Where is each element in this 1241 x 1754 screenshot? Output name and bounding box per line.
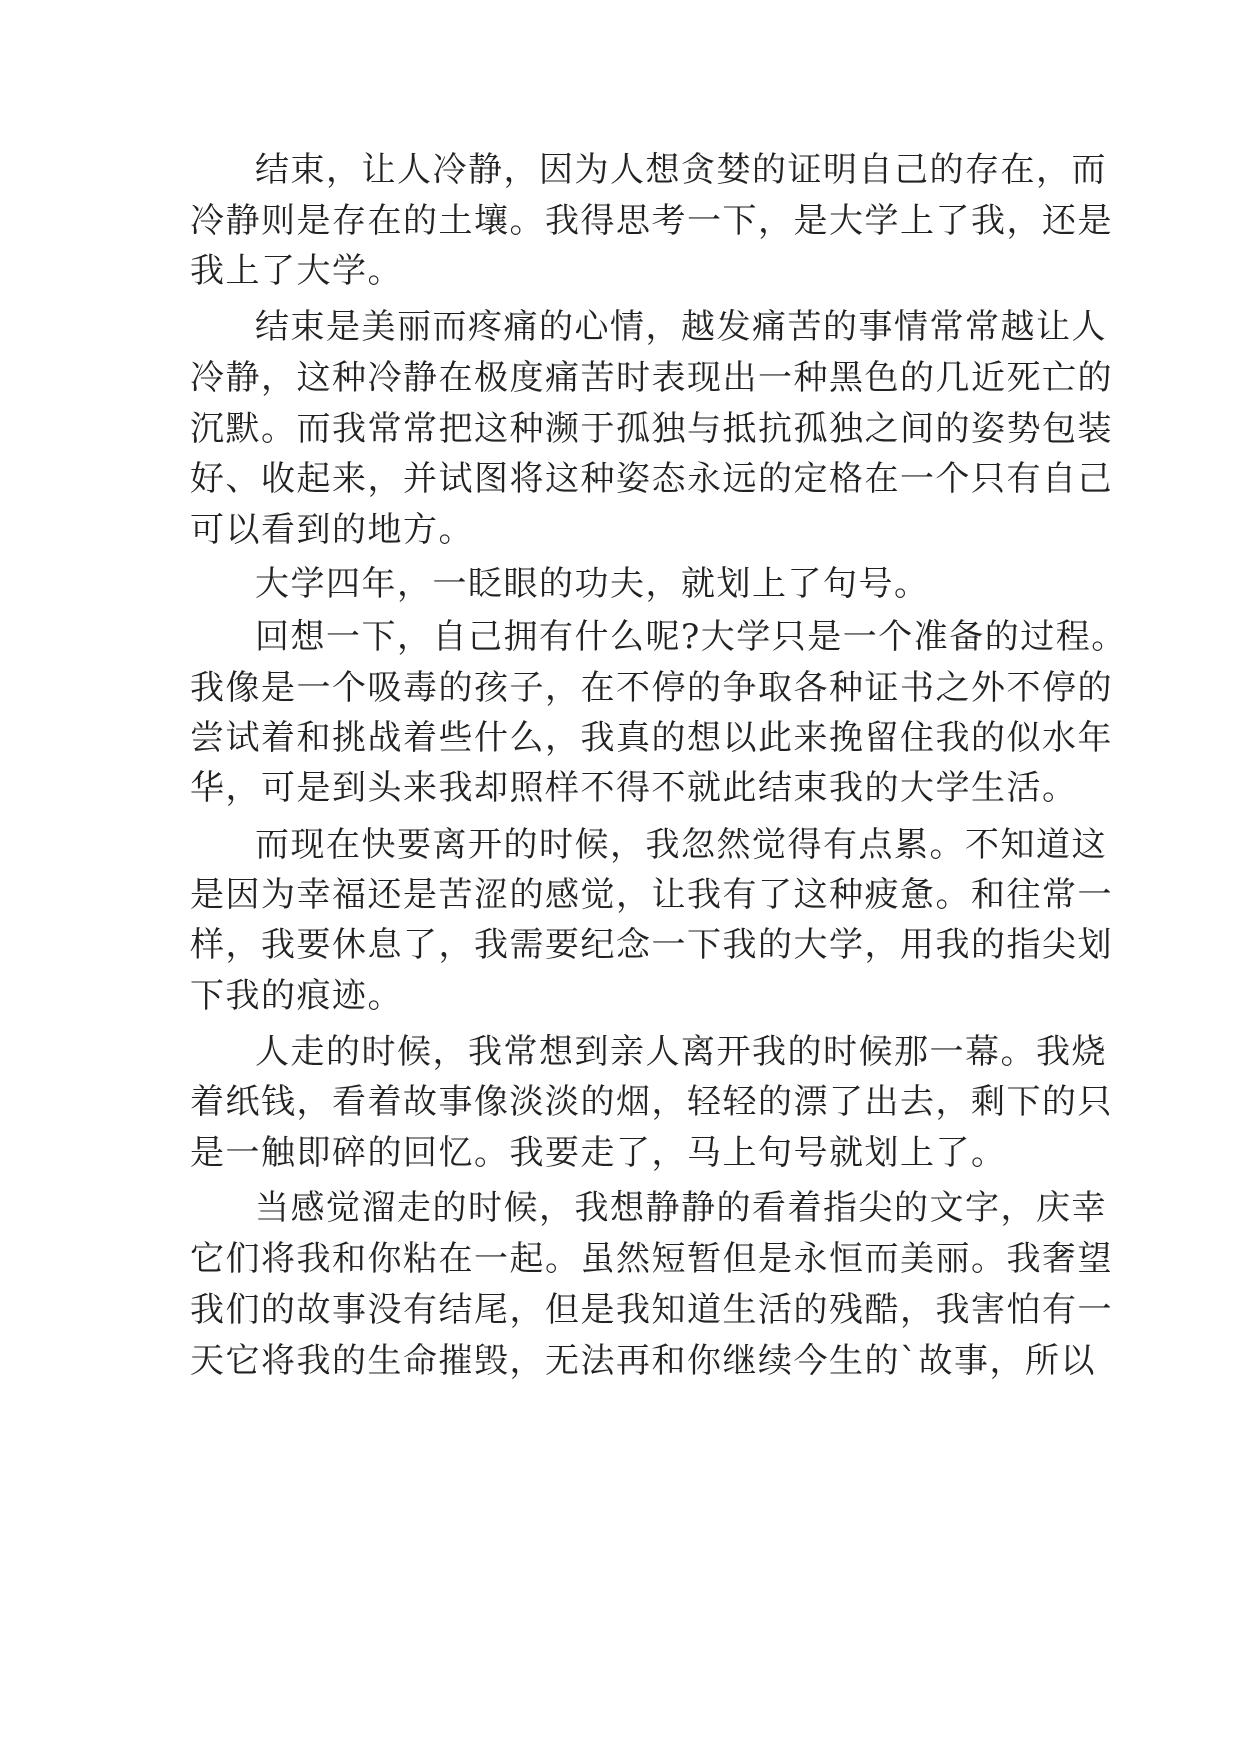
text-line: 华，可是到头来我却照样不得不就此结束我的大学生活。 [190,768,1078,808]
text-line: 可以看到的地方。 [190,510,474,550]
text-line: 我上了大学。 [190,251,403,291]
text-line: 而现在快要离开的时候，我忽然觉得有点累。不知道这 [255,825,1107,865]
text-line: 沉默。而我常常把这种濒于孤独与抵抗孤独之间的姿势包装 [190,409,1113,449]
text-line: 冷静则是存在的土壤。我得思考一下，是大学上了我，还是 [190,201,1113,241]
text-line: 冷静，这种冷静在极度痛苦时表现出一种黑色的几近死亡的 [190,358,1113,398]
text-line: 是一触即碎的回忆。我要走了，马上句号就划上了。 [190,1133,1007,1173]
text-line: 好、收起来，并试图将这种姿态永远的定格在一个只有自己 [190,459,1113,499]
text-line: 样，我要休息了，我需要纪念一下我的大学，用我的指尖划 [190,925,1113,965]
text-line: 下我的痕迹。 [190,976,403,1016]
text-line: 当感觉溜走的时候，我想静静的看着指尖的文字，庆幸 [255,1188,1107,1228]
text-line: 人走的时候，我常想到亲人离开我的时候那一幕。我烧 [255,1032,1107,1072]
text-line: 它们将我和你粘在一起。虽然短暂但是永恒而美丽。我奢望 [190,1239,1113,1279]
text-line: 尝试着和挑战着些什么，我真的想以此来挽留住我的似水年 [190,718,1113,758]
text-line: 结束是美丽而疼痛的心情，越发痛苦的事情常常越让人 [255,307,1107,347]
text-line: 天它将我的生命摧毁，无法再和你继续今生的`故事，所以 [190,1341,1096,1381]
text-line: 结束，让人冷静，因为人想贪婪的证明自己的存在，而 [255,150,1107,190]
text-line: 是因为幸福还是苦涩的感觉，让我有了这种疲惫。和往常一 [190,875,1113,915]
text-line: 我像是一个吸毒的孩子，在不停的争取各种证书之外不停的 [190,668,1113,708]
text-line: 着纸钱，看着故事像淡淡的烟，轻轻的漂了出去，剩下的只 [190,1082,1113,1122]
text-line: 大学四年，一眨眼的功夫，就划上了句号。 [255,564,930,604]
text-line: 回想一下，自己拥有什么呢?大学只是一个准备的过程。 [255,617,1127,657]
text-line: 我们的故事没有结尾，但是我知道生活的残酷，我害怕有一 [190,1290,1113,1330]
